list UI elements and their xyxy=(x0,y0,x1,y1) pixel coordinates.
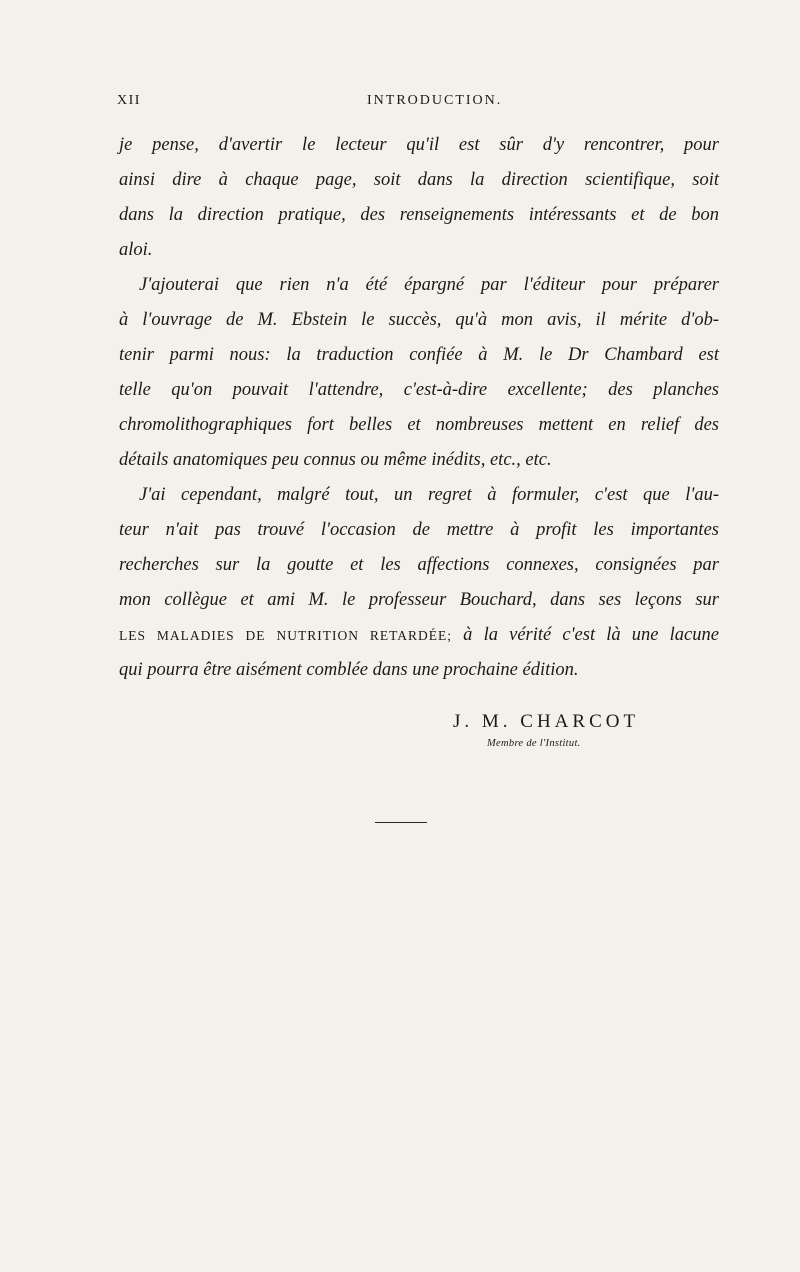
page-number: XII xyxy=(117,93,141,108)
text-line xyxy=(119,618,719,653)
text-line: telle qu'on pouvait l'attendre, c'est-à-dire excellente; des planches xyxy=(119,380,719,400)
text-fragment: à la vérité c'est là une lacune xyxy=(452,625,719,645)
text-line: dans la direction pratique, des renseignements intéressants et de bon xyxy=(119,205,719,225)
running-title: INTRODUCTION. xyxy=(367,93,503,108)
text-line: détails anatomiques peu connus ou même inédits, etc., etc. xyxy=(119,450,552,470)
text-line: à l'ouvrage de M. Ebstein le succès, qu'à mon avis, il mérite d'ob- xyxy=(119,310,719,330)
text-line: teur n'ait pas trouvé l'occasion de mettre à profit les importantes xyxy=(119,520,719,540)
text-line: recherches sur la goutte et les affections connexes, consignées par xyxy=(119,555,719,575)
text-line: tenir parmi nous: la traduction confiée à M. le Dr Chambard est xyxy=(119,345,719,365)
signature-title: Membre de l'Institut. xyxy=(487,738,581,749)
text-line: ainsi dire à chaque page, soit dans la direction scientifique, soit xyxy=(119,170,719,190)
text-line: je pense, d'avertir le lecteur qu'il est sûr d'y rencontrer, pour xyxy=(119,135,719,155)
text-line: chromolithographiques fort belles et nombreuses mettent en relief des xyxy=(119,415,719,435)
small-caps-title: LES MALADIES DE NUTRITION RETARDÉE; xyxy=(119,628,453,643)
text-line: mon collègue et ami M. le professeur Bouchard, dans ses leçons sur xyxy=(119,590,719,610)
section-divider xyxy=(375,822,427,823)
body-text xyxy=(119,128,719,688)
text-line: J'ai cependant, malgré tout, un regret à formuler, c'est que l'au- xyxy=(139,485,719,505)
text-line: qui pourra être aisément comblée dans une prochaine édition. xyxy=(119,660,579,680)
signature-name: J. M. CHARCOT xyxy=(453,711,640,732)
running-head xyxy=(117,93,717,115)
text-line: aloi. xyxy=(119,240,153,260)
text-line: J'ajouterai que rien n'a été épargné par l'éditeur pour préparer xyxy=(139,275,719,295)
